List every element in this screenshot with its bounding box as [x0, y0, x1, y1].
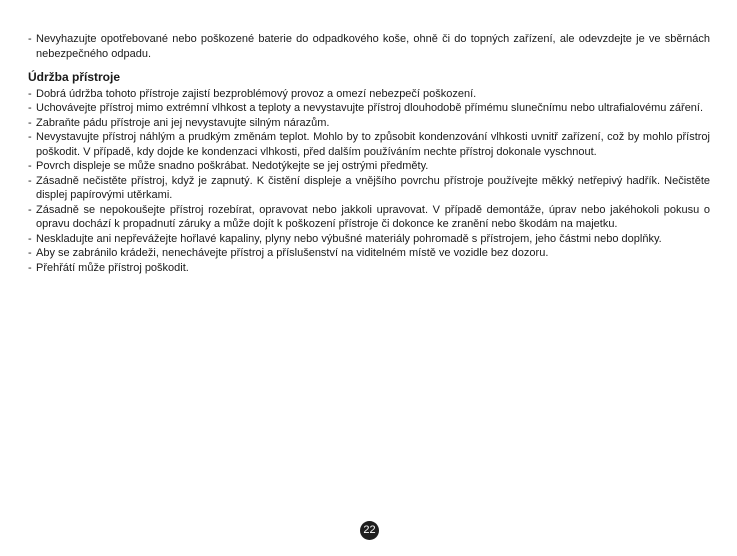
list-item-text: Zásadně nečistěte přístroj, když je zapnutý. K čistění displeje a vnějšího povrchu přístroje používejte měkký netřepivý hadřík. Nečistěte displej papírovými utěrkami. [36, 174, 710, 201]
list-item [28, 232, 710, 247]
bullet-dash: - [28, 116, 32, 129]
bullet-dash: - [28, 247, 32, 259]
bullet-dash: - [28, 102, 32, 114]
list-item-text: Aby se zabránilo krádeži, nenechávejte přístroj a příslušenství na viditelném místě ve vozidle bez dozoru. [36, 247, 549, 259]
list-item-text: Povrch displeje se může snadno poškrábat. Nedotýkejte se jej ostrými předměty. [36, 160, 429, 172]
list-item-text: Nevystavujte přístroj náhlým a prudkým změnám teplot. Mohlo by to způsobit kondenzování vlhkosti uvnitř zařízení, což by mohlo přístroj poškodit. V případě, kdy dojde ke kondenzaci vlhkosti, před dalším používáním nechte přístroj dokonale vyschnout. [36, 131, 710, 158]
list-item [28, 101, 710, 116]
list-item-text: Uchovávejte přístroj mimo extrémní vlhkost a teploty a nevystavujte přístroj dlouhodobě přímému slunečnímu nebo ultrafialovému záření. [36, 102, 704, 114]
list-item [28, 32, 710, 61]
list-item [28, 261, 710, 276]
page-number-badge: 22 [360, 521, 379, 540]
document-body [28, 32, 710, 275]
list-item [28, 116, 710, 131]
bullet-dash: - [28, 87, 32, 100]
bullet-dash: - [28, 131, 32, 143]
bullet-dash: - [28, 203, 32, 216]
bullet-dash: - [28, 174, 32, 187]
bullet-dash: - [28, 232, 32, 245]
list-item-text: Zabraňte pádu přístroje ani jej nevystavujte silným nárazům. [36, 116, 330, 129]
section-title: Údržba přístroje [28, 70, 121, 84]
list-item-text: Neskladujte ani nepřevážejte hořlavé kapaliny, plyny nebo výbušné materiály pohromadě s přístrojem, jeho částmi nebo doplňky. [36, 232, 662, 245]
maintenance-list [28, 87, 710, 276]
list-item [28, 246, 710, 261]
intro-list [28, 32, 710, 61]
list-item [28, 174, 710, 203]
bullet-dash: - [28, 160, 32, 172]
list-item-text: Zásadně se nepokoušejte přístroj rozebírat, opravovat nebo jakkoli upravovat. V případě demontáže, úprav nebo jakéhokoli pokusu o opravu dochází k propadnutí záruky a může dojít k poškození přístroje či dokonce ke zranění nebo škodám na majetku. [36, 203, 710, 230]
bullet-dash: - [28, 261, 32, 274]
list-item-text: Nevyhazujte opotřebované nebo poškozené baterie do odpadkového koše, ohně či do topných zařízení, ale odevzdejte je ve sběrnách nebezpečného odpadu. [36, 33, 710, 60]
list-item-text: Přehřátí může přístroj poškodit. [36, 261, 189, 274]
list-item [28, 159, 710, 174]
list-item [28, 203, 710, 232]
bullet-dash: - [28, 33, 32, 45]
list-item [28, 130, 710, 159]
list-item-text: Dobrá údržba tohoto přístroje zajistí bezproblémový provoz a omezí nebezpečí poškození. [36, 87, 477, 100]
list-item [28, 87, 710, 102]
